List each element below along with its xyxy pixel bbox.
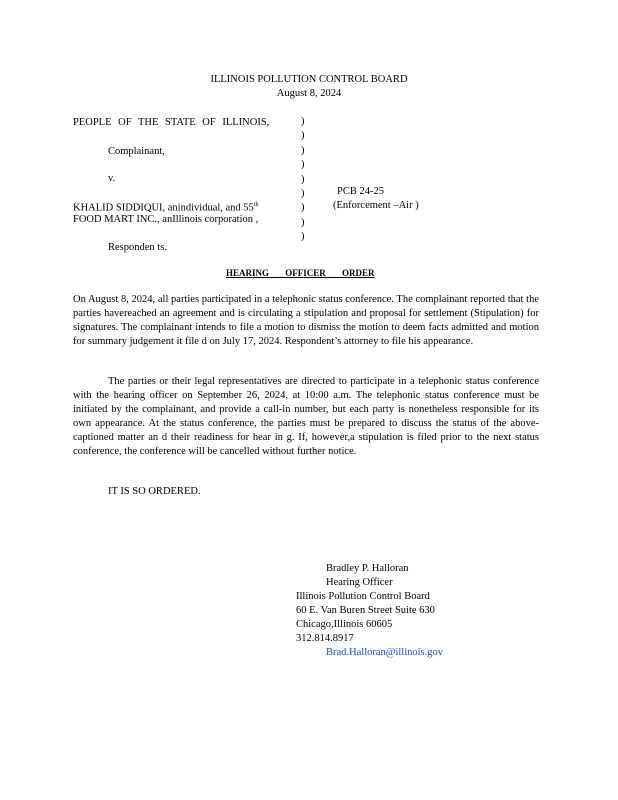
signature-name: Bradley P. Halloran [326, 563, 409, 574]
respondent-name-text: KHALID SIDDIQUI, anindividual, and 55 [73, 202, 254, 214]
signature-address: 60 E. Van Buren Street Suite 630 [296, 605, 435, 616]
order-heading: HEARING OFFICER ORDER [226, 268, 375, 278]
paren: ) [301, 231, 305, 243]
paren: ) [301, 159, 305, 171]
paren: ) [301, 216, 305, 228]
paragraph-directions: The parties or their legal representatives are directed to participate in a telephonic status conference with the hearing officer on September 26, 2024, at 10:00 a.m. The telephonic status conference must be initiated by the complainant, and provide a call-in number, but each party is nonetheless responsible for its own appearance. At the status conference, the parties must be prepared to discuss the status of the above- captioned matter an d their readiness for hear in g. If, however,a stipulation is filed prior to the next status conference, the conference will be cancelled without further notice. [73, 376, 539, 457]
signature-title: Hearing Officer [326, 577, 393, 588]
signature-city: Chicago,Illinois 60605 [296, 619, 393, 630]
case-type: (Enforcement –Air ) [333, 200, 419, 211]
caption-people: PEOPLE OF THE STATE OF ILLINOIS, [73, 117, 270, 128]
signature-email-link[interactable]: Brad.Halloran@illinois.gov [326, 647, 443, 658]
case-number: PCB 24-25 [337, 186, 384, 197]
caption-respondents: Responden ts. [108, 242, 167, 253]
paragraph-status-report: On August 8, 2024, all parties participated in a telephonic status conference. The complainant reported that the parties havereached an agreement and is circulating a stipulation and proposal for settlement (Stipulation) for signatures. The complainant intends to file a motion to dismiss the motion to deem facts admitted and motion for summary judgement it file d on July 17, 2024. Respondent’s attorney to file his appearance. [73, 294, 539, 347]
caption-complainant: Complainant, [108, 146, 165, 157]
paren: ) [301, 202, 305, 214]
board-title: ILLINOIS POLLUTION CONTROL BOARD [210, 74, 408, 85]
caption-respondent-line2: FOOD MART INC., anIllinois corporation , [73, 214, 259, 225]
so-ordered: IT IS SO ORDERED. [108, 486, 201, 497]
paren: ) [301, 130, 305, 142]
paren: ) [301, 144, 305, 156]
order-date: August 8, 2024 [276, 88, 342, 99]
signature-org: Illinois Pollution Control Board [296, 591, 430, 602]
paren: ) [301, 116, 305, 127]
caption-parenthesis-column [301, 115, 305, 245]
paren: ) [301, 187, 305, 199]
paren: ) [301, 173, 305, 185]
signature-phone: 312.814.8917 [296, 633, 354, 644]
caption-versus: v. [108, 173, 116, 184]
respondent-superscript: th [253, 202, 259, 208]
